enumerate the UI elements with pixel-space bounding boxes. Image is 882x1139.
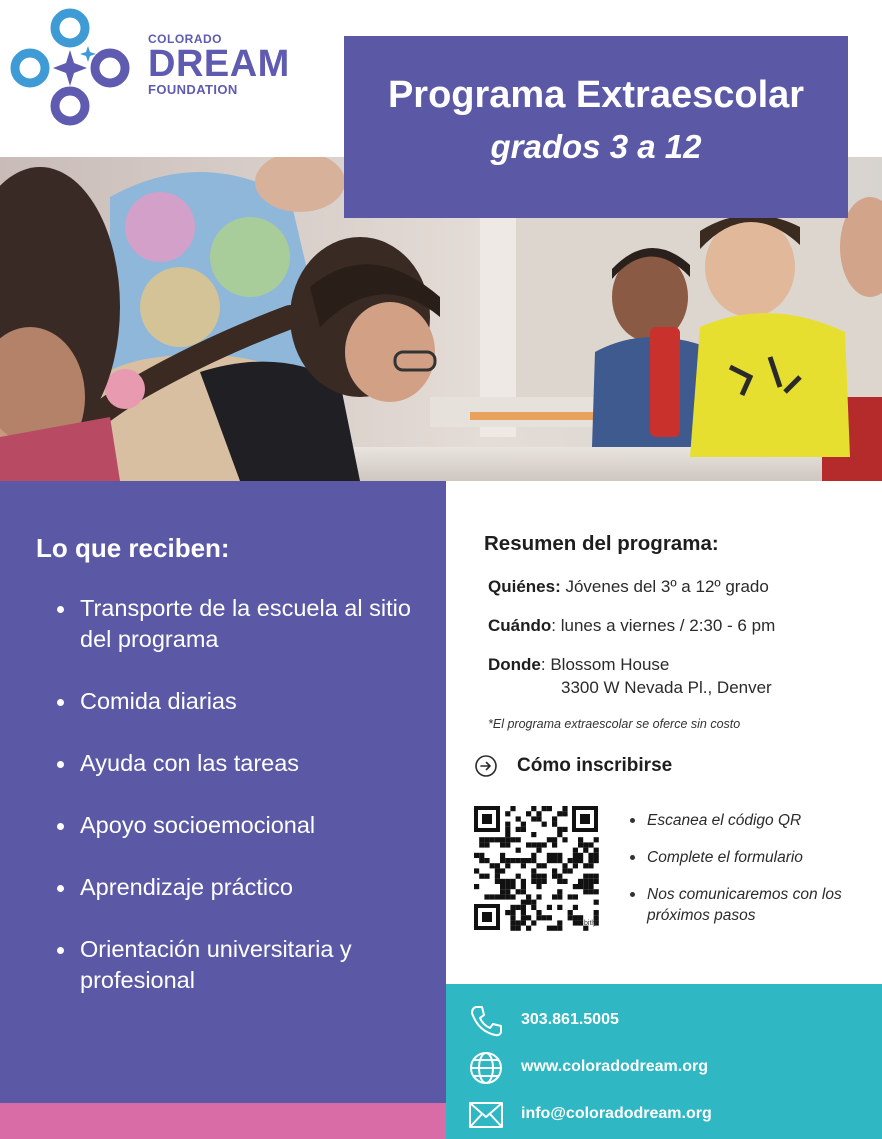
when-row xyxy=(488,615,775,637)
list-item: Ayuda con las tareas xyxy=(54,748,424,779)
logo-mark-icon xyxy=(8,6,138,126)
list-item: Complete el formulario xyxy=(628,847,868,868)
enroll-steps xyxy=(628,810,868,942)
who-label: Quiénes: xyxy=(488,577,561,596)
cost-note: *El programa extraescolar se oferce sin costo xyxy=(488,717,741,731)
benefits-panel xyxy=(0,481,446,1103)
when-value: : lunes a viernes / 2:30 - 6 pm xyxy=(551,616,776,635)
page-title: Programa Extraescolar xyxy=(387,74,805,116)
arrow-circle-icon xyxy=(474,754,498,778)
when-label: Cuándo xyxy=(488,616,552,635)
benefits-heading: Lo que reciben: xyxy=(36,533,230,563)
website-row[interactable] xyxy=(468,1051,868,1085)
enroll-heading: Cómo inscribirse xyxy=(517,755,673,776)
envelope-icon xyxy=(468,1098,504,1132)
logo-text-colorado: COLORADO xyxy=(148,32,222,46)
where-row xyxy=(488,654,669,676)
qr-code-graphic xyxy=(474,806,600,932)
qr-tag: bitly xyxy=(584,920,597,927)
title-banner xyxy=(344,36,848,218)
foundation-logo xyxy=(8,6,308,126)
contact-panel xyxy=(446,984,882,1139)
email-row[interactable] xyxy=(468,1098,868,1132)
list-item: Apoyo socioemocional xyxy=(54,810,424,841)
logo-text-dream: DREAM xyxy=(148,43,290,85)
phone-row[interactable] xyxy=(468,1004,868,1038)
phone-icon xyxy=(468,1004,504,1038)
pink-accent-strip xyxy=(0,1103,446,1139)
list-item: Orientación universitaria y profesional xyxy=(54,934,424,996)
list-item: Transporte de la escuela al sitio del programa xyxy=(54,593,424,655)
qr-code[interactable] xyxy=(474,806,600,932)
phone-number[interactable]: 303.861.5005 xyxy=(521,1011,619,1028)
list-item: Comida diarias xyxy=(54,686,424,717)
who-row xyxy=(488,576,769,598)
summary-heading: Resumen del programa: xyxy=(484,532,719,555)
where-label: Donde xyxy=(488,655,541,674)
where-value: : Blossom House xyxy=(540,655,670,674)
website-link[interactable]: www.coloradodream.org xyxy=(521,1058,708,1075)
benefits-list xyxy=(54,593,424,1027)
list-item: Nos comunicaremos con los próximos pasos xyxy=(628,884,868,926)
email-address[interactable]: info@coloradodream.org xyxy=(521,1105,712,1122)
who-value: Jóvenes del 3º a 12º grado xyxy=(560,577,769,596)
globe-icon xyxy=(468,1051,504,1085)
list-item: Escanea el código QR xyxy=(628,810,868,831)
logo-text-foundation: FOUNDATION xyxy=(148,82,238,97)
list-item: Aprendizaje práctico xyxy=(54,872,424,903)
where-address: 3300 W Nevada Pl., Denver xyxy=(561,678,772,697)
page-subtitle: grados 3 a 12 xyxy=(490,128,702,165)
